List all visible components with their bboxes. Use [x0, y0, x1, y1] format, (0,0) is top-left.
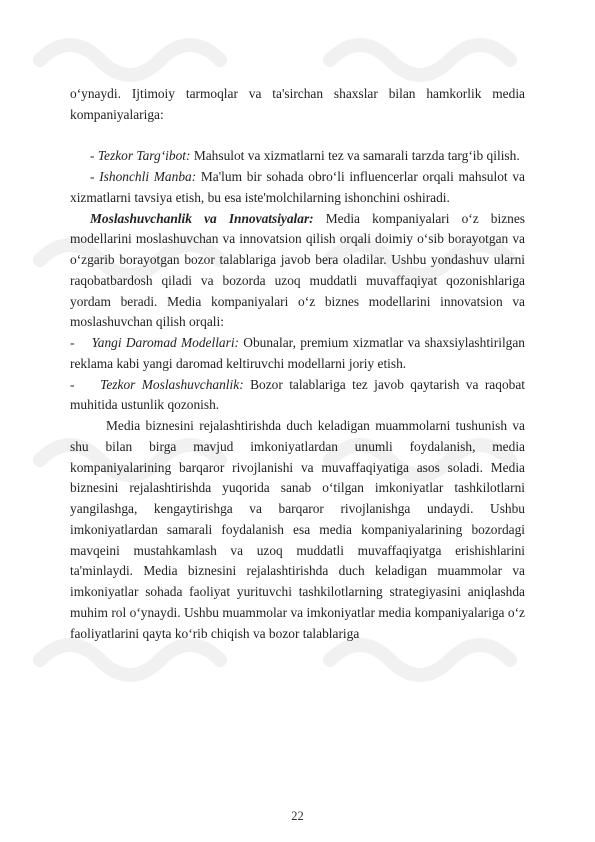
- bullet-text: Mahsulot va xizmatlarni tez va samarali tarzda targ‘ib qilish.: [190, 148, 520, 164]
- bullet-label: Tezkor Targ‘ibot:: [97, 148, 191, 164]
- bullet-text: Obunalar, premium xizmatlar va shaxsiylashtirilgan reklama kabi yangi daromad keltiruvchi modellarni joriy etish.: [70, 335, 525, 371]
- section-heading: Moslashuvchanlik va Innovatsiyalar:: [90, 210, 314, 226]
- bullet-text: Ma'lum bir sohada obro‘li influencerlar orqali mahsulot va xizmatlarni tavsiya etish, bu esa iste'molchilarning ishonchini oshiradi.: [70, 169, 525, 205]
- bullet-item-tezkor-moslashuvchanlik: [70, 375, 525, 417]
- document-body: [70, 84, 525, 644]
- bullet-item-ishonchli-manba: [70, 167, 525, 209]
- bullet-dash: -: [90, 148, 95, 164]
- bullet-label: Tezkor Moslashuvchanlik:: [100, 376, 244, 392]
- bullet-dash: -: [70, 335, 75, 350]
- section-moslashuvchanlik: [70, 209, 525, 334]
- section-text: Media kompaniyalari o‘z biznes modellarini moslashuvchan va innovatsion qilish orqali doimiy o‘sib borayotgan va o‘zgarib borayotgan bozor talablariga javob bera oladilar. Ushbu yondashuv ularni raqobatbardosh qiladi va bozorda uzoq muddatli muvaffaqiyat qozonishlariga yordam beradi. Media kompaniyalari o‘z biznes modellarini innovatsion va moslashuvchan qilish orqali:: [70, 210, 525, 330]
- bullet-label: Yangi Daromad Modellari:: [91, 335, 240, 350]
- intro-paragraph: o‘ynaydi. Ijtimoiy tarmoqlar va ta'sirchan shaxslar bilan hamkorlik media kompaniyalariga:: [70, 86, 525, 122]
- bullet-label: Ishonchli Manba:: [99, 169, 197, 184]
- bullet-text: Bozor talablariga tez javob qaytarish va raqobat muhitida ustunlik qozonish.: [70, 376, 525, 413]
- bullet-item-tezkor-targibot: [70, 146, 525, 167]
- bullet-item-yangi-daromad: [70, 333, 525, 375]
- blank-line: [70, 126, 525, 147]
- bullet-dash: -: [90, 169, 95, 184]
- page-number: 22: [291, 809, 304, 823]
- bullet-dash: -: [70, 376, 75, 392]
- conclusion-paragraph: Media biznesini rejalashtirishda duch keladigan muammolarni tushunish va shu bilan birga mavjud imkoniyatlardan unumli foydalanish, media kompaniyalarining barqaror rivojlanishi va muvaffaqiyatiga asos soladi. Media biznesini rejalashtirishda yuqorida sanab o‘tilgan imkoniyatlar tashkilotlarni yangilashga, kengaytirishga va barqaror rivojlanishga undaydi. Ushbu imkoniyatlardan samarali foydalanish esa media kompaniyalarining bozordagi mavqeini mustahkamlash va uzoq muddatli muvaffaqiyatga erishishlarini ta'minlaydi. Media biznesini rejalashtirishda duch keladigan muammolar va imkoniyatlar sohada faoliyat yurituvchi tashkilotlarning strategiyasini aniqlashda muhim rol o‘ynaydi. Ushbu muammolar va imkoniyatlar media kompaniyalariga o‘z faoliyatlarini qayta ko‘rib chiqish va bozor talablariga: [70, 418, 525, 641]
